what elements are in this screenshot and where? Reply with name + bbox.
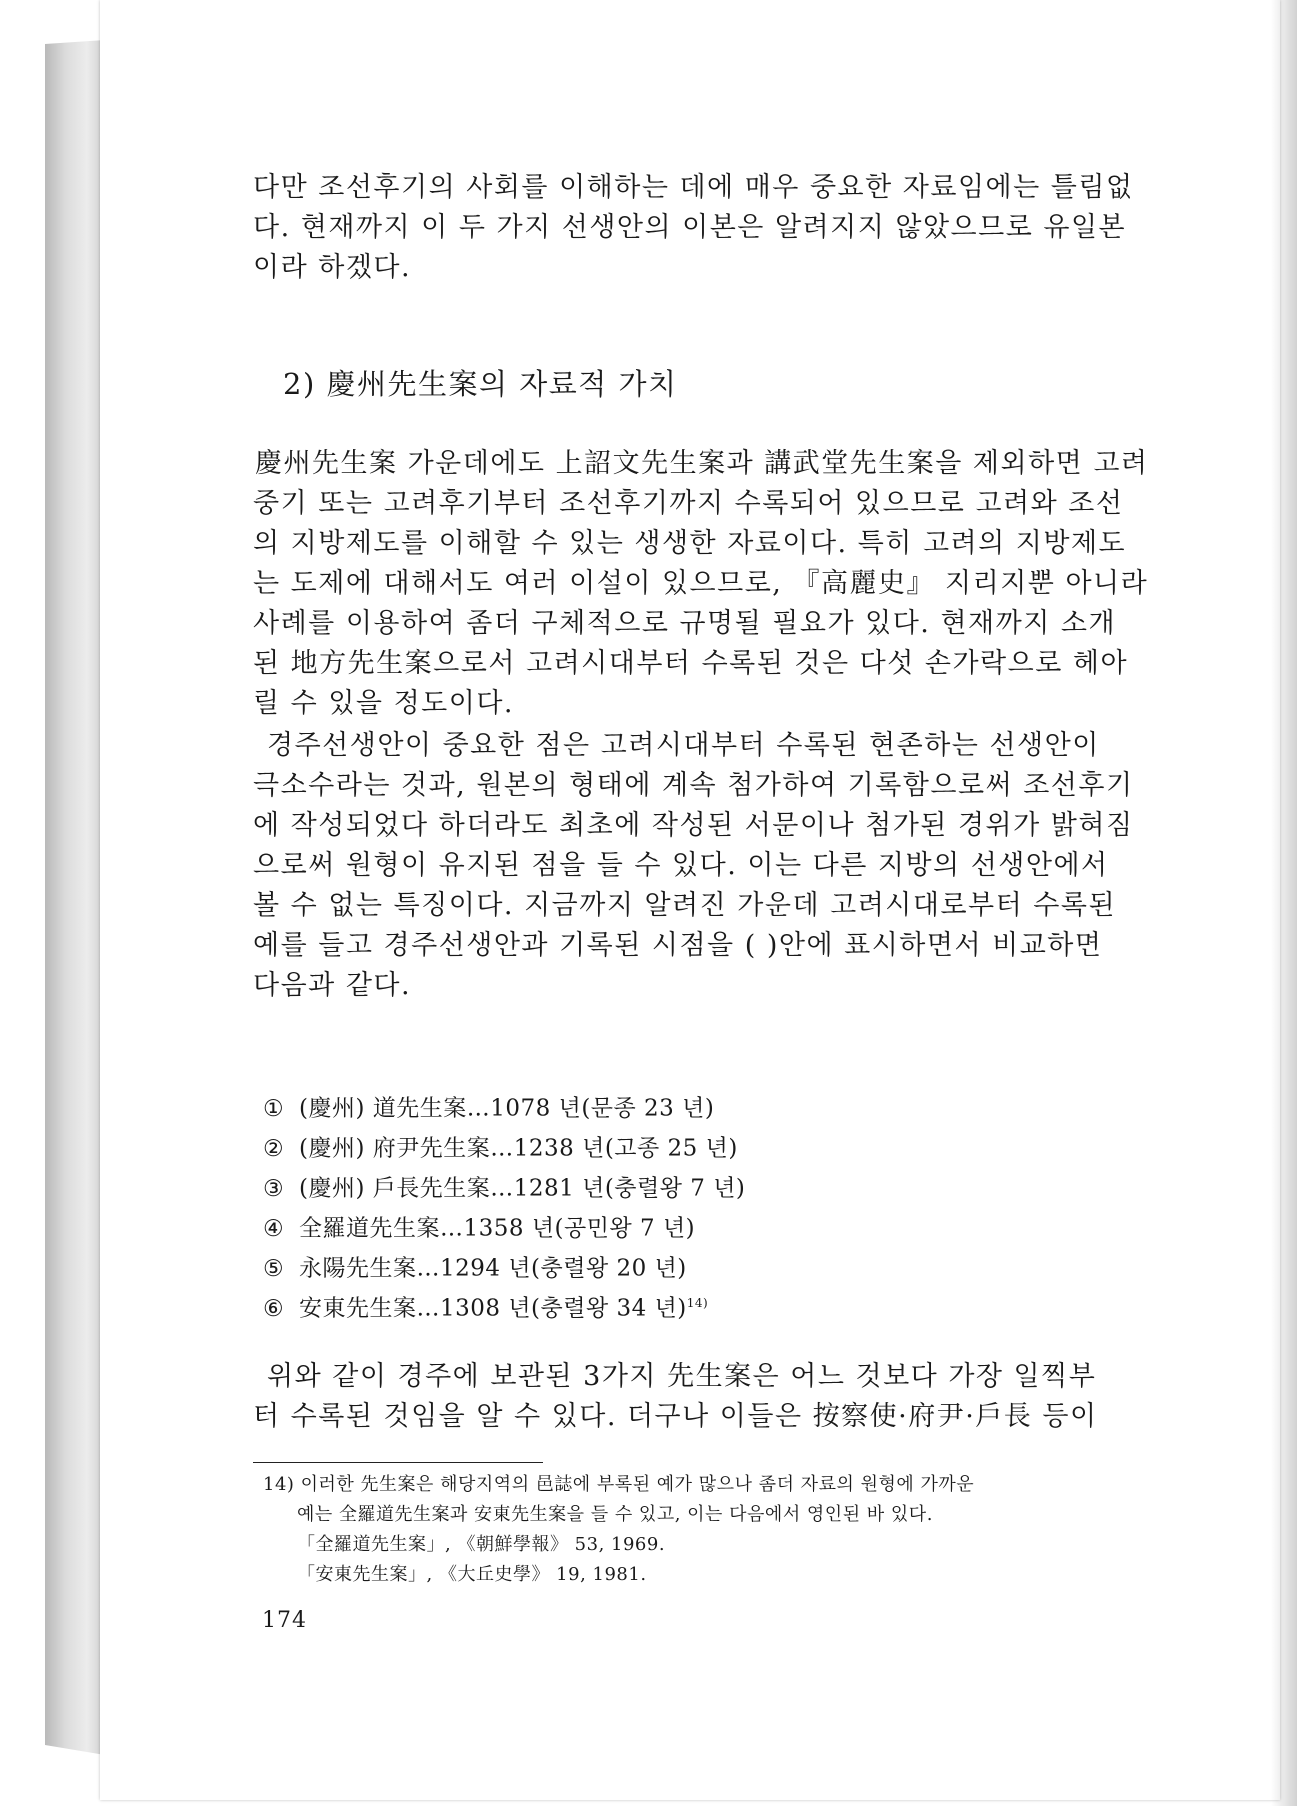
text-line: 예를 들고 경주선생안과 기록된 시점을 ( )안에 표시하면서 비교하면 <box>253 930 1103 961</box>
page-shadow <box>1271 0 1297 1806</box>
text-line: 의 지방제도를 이해할 수 있는 생생한 자료이다. 특히 고려의 지방제도 <box>253 528 1127 559</box>
footnote-divider <box>253 1462 543 1463</box>
text-line: 사례를 이용하여 좀더 구체적으로 규명될 필요가 있다. 현재까지 소개 <box>253 608 1117 639</box>
footnote-line: 14) 이러한 先生案은 해당지역의 邑誌에 부록된 예가 많으나 좀더 자료의 원형에 가까운 <box>263 1474 975 1495</box>
list-item-text: (慶州) 道先生案…1078 년(문종 23 년) <box>299 1095 715 1122</box>
page-number: 174 <box>262 1608 307 1633</box>
list-item <box>263 1123 745 1163</box>
text-line: 다만 조선후기의 사회를 이해하는 데에 매우 중요한 자료임에는 틀림없 <box>253 172 1134 203</box>
footnote-line: 「安東先生案」, 《大丘史學》 19, 1981. <box>297 1564 647 1585</box>
list-item-text: (慶州) 戶長先生案…1281 년(충렬왕 7 년) <box>299 1175 746 1202</box>
text-line: 릴 수 있을 정도이다. <box>253 688 514 719</box>
list-item-text: 安東先生案…1308 년(충렬왕 34 년) <box>299 1295 687 1322</box>
paragraph-4 <box>253 1357 1153 1437</box>
paragraph-1 <box>253 168 1153 288</box>
list-item-text: (慶州) 府尹先生案…1238 년(고종 25 년) <box>299 1135 738 1162</box>
text-line: 다. 현재까지 이 두 가지 선생안의 이본은 알려지지 않았으므로 유일본 <box>253 212 1127 243</box>
footnote <box>263 1470 974 1590</box>
text-line: 된 地方先生案으로서 고려시대부터 수록된 것은 다섯 손가락으로 헤아 <box>253 648 1129 679</box>
text-line: 위와 같이 경주에 보관된 3가지 先生案은 어느 것보다 가장 일찍부 <box>267 1361 1097 1392</box>
text-line: 는 도제에 대해서도 여러 이설이 있으므로, 『高麗史』 지리지뿐 아니라 <box>253 568 1149 599</box>
text-line: 으로써 원형이 유지된 점을 들 수 있다. 이는 다른 지방의 선생안에서 <box>253 850 1109 881</box>
list-item-number: ② <box>263 1135 285 1162</box>
footnote-ref: 14) <box>686 1296 709 1310</box>
text-line: 다음과 같다. <box>253 970 412 1001</box>
text-line: 이라 하겠다. <box>253 252 412 283</box>
comparison-list <box>263 1083 745 1323</box>
list-item-number: ⑥ <box>263 1295 285 1322</box>
list-item <box>263 1283 745 1323</box>
list-item-number: ④ <box>263 1215 285 1242</box>
list-item <box>263 1203 745 1243</box>
text-line: 볼 수 없는 특징이다. 지금까지 알려진 가운데 고려시대로부터 수록된 <box>253 890 1117 921</box>
text-line: 터 수록된 것임을 알 수 있다. 더구나 이들은 按察使·府尹·戶長 등이 <box>253 1401 1098 1432</box>
text-line: 극소수라는 것과, 원본의 형태에 계속 첨가하여 기록함으로써 조선후기 <box>253 770 1134 801</box>
list-item <box>263 1163 745 1203</box>
text-line: 慶州先生案 가운데에도 上詔文先生案과 講武堂先生案을 제외하면 고려 <box>255 448 1149 479</box>
list-item <box>263 1243 745 1283</box>
text-line: 에 작성되었다 하더라도 최초에 작성된 서문이나 첨가된 경위가 밝혀짐 <box>253 810 1134 841</box>
list-item-text: 全羅道先生案…1358 년(공민왕 7 년) <box>299 1215 696 1242</box>
paragraph-2 <box>253 444 1153 724</box>
list-item-number: ⑤ <box>263 1255 285 1282</box>
book-spine-edge <box>45 40 105 1755</box>
list-item <box>263 1083 745 1123</box>
section-heading: 2) 慶州先生案의 자료적 가치 <box>283 367 678 401</box>
paragraph-3 <box>253 726 1153 1006</box>
list-item-text: 永陽先生案…1294 년(충렬왕 20 년) <box>299 1255 687 1282</box>
list-item-number: ① <box>263 1095 285 1122</box>
text-line: 경주선생안이 중요한 점은 고려시대부터 수록된 현존하는 선생안이 <box>267 730 1100 761</box>
list-item-number: ③ <box>263 1175 285 1202</box>
footnote-line: 예는 全羅道先生案과 安東先生案을 들 수 있고, 이는 다음에서 영인된 바 있다. <box>297 1504 933 1525</box>
text-line: 중기 또는 고려후기부터 조선후기까지 수록되어 있으므로 고려와 조선 <box>253 488 1124 519</box>
footnote-line: 「全羅道先生案」, 《朝鮮學報》 53, 1969. <box>297 1534 666 1555</box>
